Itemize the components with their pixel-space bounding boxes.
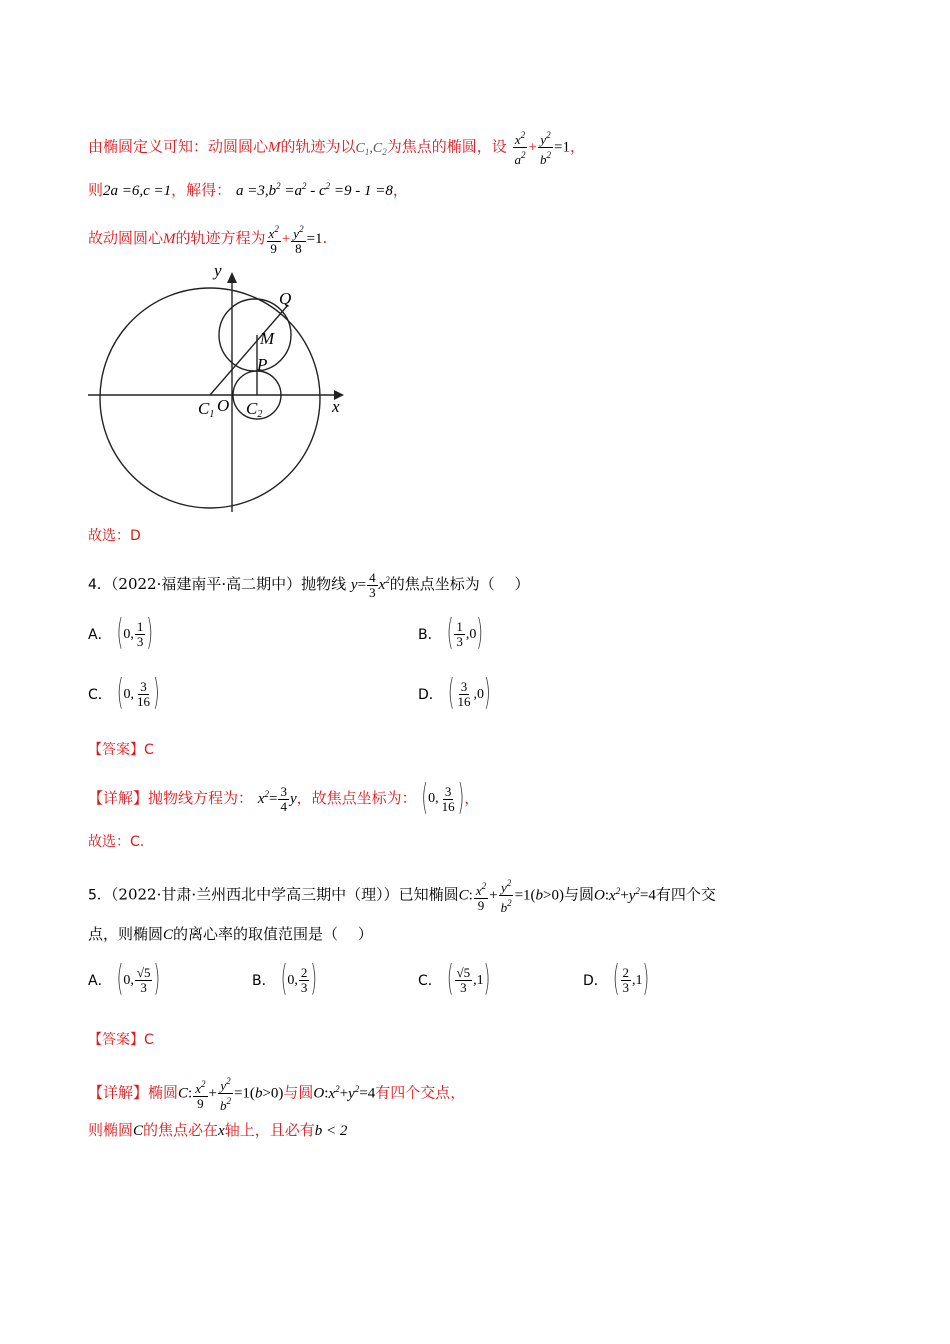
q4-option-d[interactable]: D． ( $\frac{3}{16}$ ,0 ) [418, 672, 491, 715]
q5-detail-line-2: 则椭圆C的焦点必在x轴上，且必有b < 2 [88, 1121, 348, 1139]
q4-choice: 故选：C. [88, 834, 145, 850]
q5-stem-line-1: 5．（2022·甘肃·兰州西北中学高三期中（理））已知椭圆C: $\frac{x^2}{9}$ + $\frac{y^2}{b^2}$ =1(b>0)与圆$O:x^2+y^2=4$有四个交 [88, 878, 716, 915]
q5-option-a[interactable]: A． ( 0, $\frac{√5}{3}$ ) [88, 958, 161, 1001]
y-axis-arrow [227, 272, 237, 283]
q4-answer: 【答案】C [88, 742, 154, 758]
solution-line-2: 则2a =6,c =1，解得： $a =3,b^2 =a^2 - c^2 =9 - 1 =8$， [88, 181, 408, 199]
solution3-choice: 故选：D [88, 528, 141, 544]
q5-option-c[interactable]: C． ( $\frac{√5}{3}$ ,1 ) [418, 958, 491, 1001]
label-m: M [260, 329, 275, 348]
q4-stem: 4．（2022·福建南平·高二期中）抛物线 y= $\frac{4}{3}$ $x^2$的焦点坐标为（ ） [88, 569, 530, 600]
q5-option-b[interactable]: B． ( 0, $\frac{2}{3}$ ) [252, 958, 317, 1001]
label-c2: C2 [246, 399, 263, 420]
q5-option-d[interactable]: D． ( $\frac{2}{3}$ ,1 ) [583, 958, 650, 1001]
solution-line-1: 由椭圆定义可知：动圆圆心M的轨迹为以$C_1,C_2$为焦点的椭圆，设 $\frac{x^2}{a^2}$ + $\frac{y^2}{b^2}$ =1， [88, 130, 585, 167]
label-c1: C1 [198, 399, 215, 420]
q5-detail: 【详解】椭圆C: $\frac{x^2}{9}$ + $\frac{y^2}{b^2}$ =1(b>0)与圆$O:x^2+y^2=4$有四个交点， [88, 1076, 466, 1113]
label-y: y [214, 262, 222, 280]
label-p: P [257, 355, 268, 374]
large-circle [100, 288, 320, 508]
moving-circle [219, 299, 291, 371]
q4-option-c[interactable]: C． ( 0, $\frac{3}{16}$ ) [88, 672, 160, 715]
label-q: Q [279, 289, 292, 308]
q5-answer: 【答案】C [88, 1032, 154, 1048]
q5-stem-line-2: 点，则椭圆C的离心率的取值范围是（ ） [88, 925, 373, 943]
q4-detail: 【详解】抛物线方程为： $x^2=$ $\frac{3}{4}$ y，故焦点坐标为： ( 0, $\frac{3}{16}$ ) ， [88, 776, 480, 819]
solution-line-3: 故动圆圆心M的轨迹方程为 $\frac{x^2}{9}$ + $\frac{y^2}{8}$ =1. [88, 224, 328, 256]
q4-option-b[interactable]: B． ( $\frac{1}{3}$ ,0 ) [418, 612, 483, 655]
ellipse-locus-figure [86, 262, 356, 518]
label-o: O [217, 396, 230, 415]
label-x: x [332, 397, 340, 416]
q4-option-a[interactable]: A． ( 0, $\frac{1}{3}$ ) [88, 612, 153, 655]
